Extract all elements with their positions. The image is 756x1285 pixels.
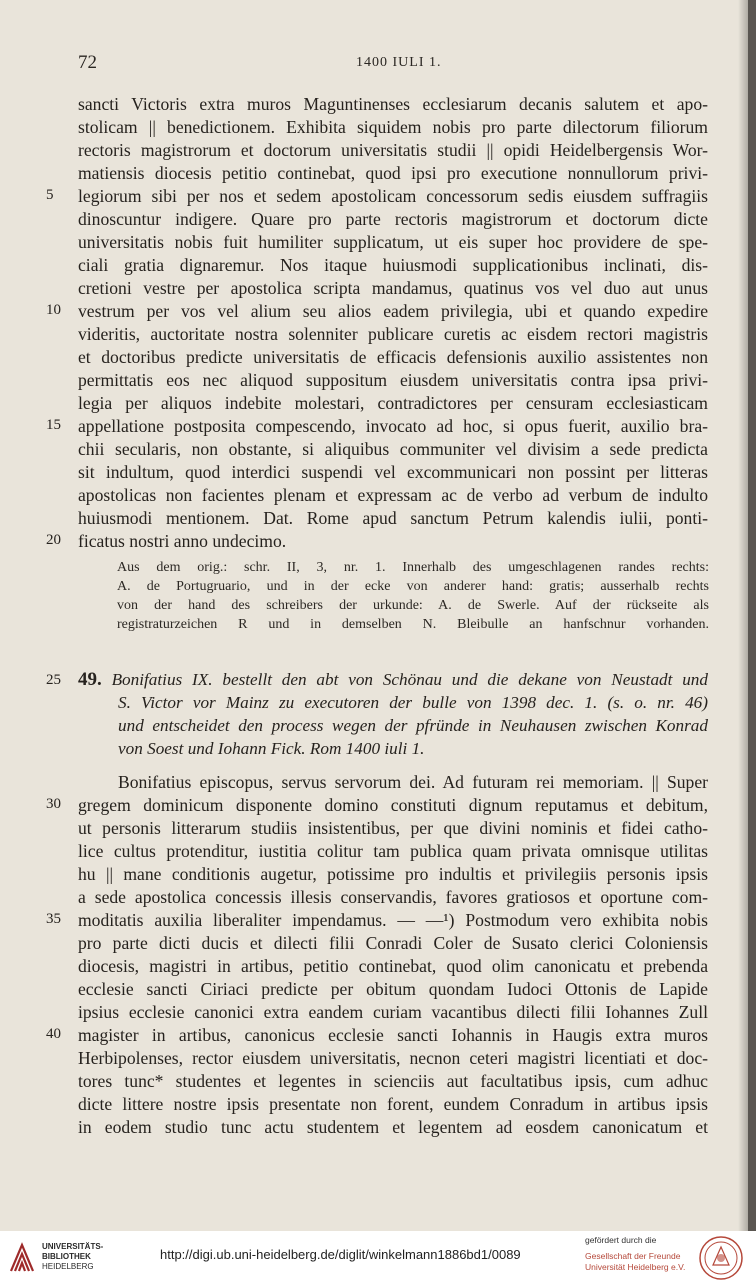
digitization-footer [0,1231,756,1285]
text-line: vestrum per vos vel alium seu alios eadem privilegia, ubi et quando expedire [78,301,708,321]
sponsor-name-line: Universität Heidelberg e.V. [585,1262,686,1272]
text-line: ficatus nostri anno undecimo. [78,531,287,551]
line-number: 5 [46,187,54,203]
text-line: matiensis diocesis petitio continebat, quod ipsi pro executione nonnullorum privi- [78,163,708,183]
text-line: ipsius ecclesie canonici extra eandem curiam vacantibus dilecti filii Iohannes Zull [78,1002,708,1022]
archival-note-line: registraturzeichen R und in demselben N. Bleibulle an hanfschnur vorhanden. [117,617,709,632]
text-line: huiusmodi mentionem. Dat. Rome apud sanctum Petrum kalendis iulii, ponti- [78,508,708,528]
text-line: chii secularis, non obstante, si aliquibus communiter vel divisim a sede predicta [78,439,708,459]
text-line: Bonifatius episcopus, servus servorum dei. Ad futuram rei memoriam. || Super [118,772,708,792]
library-name-line: HEIDELBERG [42,1262,94,1271]
text-line: stolicam || benedictionem. Exhibita siquidem nobis pro parte dilectorum filiorum [78,117,708,137]
text-line: dicte littere nostre ipsis presentate non forent, eundem Conradum in artibus ipsis [78,1094,708,1114]
archival-note-line: A. de Portugruario, und in der ecke von anderer hand: gratis; ausserhalb rechts [117,579,709,594]
text-line: pro parte dicti ducis et dilecti filii Conradi Coler de Susato clerici Coloniensis [78,933,708,953]
text-line: sit indultum, quod interdici suspendi vel excommunicari non possint per litteras [78,462,708,482]
text-line: universitatis nobis fuit humiliter supplicatum, ut eis super hoc providere de spe- [78,232,708,252]
library-name-line: BIBLIOTHEK [42,1252,91,1261]
library-name-line: UNIVERSITÄTS- [42,1242,104,1251]
text-line: cretioni vestre per apostolica scripta mandamus, quatinus vos vel duo aut unus [78,278,708,298]
line-number: 35 [46,911,61,927]
document-number: 49. [78,669,102,690]
regest-heading-text: Bonifatius IX. bestellt den abt von Schönau und die dekane von Neustadt und [111,670,708,689]
page-number: 72 [78,52,97,73]
text-line: sancti Victoris extra muros Maguntinenses ecclesiarum decanis salutem et apo- [78,94,708,114]
text-line: apostolicas non facientes plenam et expressam ac de verbo ad verbum de indulto [78,485,708,505]
sponsor-name-line: Gesellschaft der Freunde [585,1251,681,1261]
text-line: in eodem studio tunc actu studentem et legentem ad eosdem canonicatum et [78,1117,708,1137]
text-line: a sede apostolica concessis illesis conservandis, favores gratiosos et oportune com- [78,887,708,907]
text-line: ciali gratia dignaremur. Nos itaque huiusmodi supplicationibus inclinati, dis- [78,255,708,275]
regest-heading-line: S. Victor vor Mainz zu executoren der bulle von 1398 dec. 1. (s. o. nr. 46) [118,693,708,712]
line-number: 30 [46,796,61,812]
archival-note-line: von der hand des schreibers der urkunde: A. de Swerle. Auf der rückseite als [117,598,709,613]
text-line: lice cultus protenditur, iustitia colitur tam publica quam privata omnisque utilitas [78,841,708,861]
library-name [42,1242,103,1272]
text-line: tores tunc* studentes et legentes in scienciis aut facultatibus ipsis, cum adhuc [78,1071,708,1091]
line-number: 20 [46,532,61,548]
text-line: magister in artibus, canonicus ecclesie sancti Iohannis in Haugis extra muros [78,1025,708,1045]
line-number: 25 [46,672,61,688]
text-line: gregem dominicum disponente domino constituti dignum reputamus et debitum, [78,795,708,815]
text-line: moditatis auxilia liberaliter impendamus. — —¹) Postmodum vero exhibita nobis [78,910,708,930]
text-line: dinoscuntur indigere. Quare pro parte rectoris magistrorum et doctorum dicte [78,209,708,229]
text-line: appellatione postposita compescendo, invocato ad hoc, si opus fuerit, auxilio bra- [78,416,708,436]
running-header [78,52,708,74]
line-number: 10 [46,302,61,318]
text-line: ecclesie sancti Ciriaci predicte per obitum quondam Iudoci Ottonis de Lapide [78,979,708,999]
line-number: 15 [46,417,61,433]
university-seal-icon [698,1235,744,1281]
text-line: ut personis litterarum studiis insistentibus, per que divini nominis et fidei catho- [78,818,708,838]
text-line: rectoris magistrorum et doctorum universitatis studii || opidi Heidelbergensis Wor- [78,140,708,160]
university-library-logo-icon [8,1241,36,1275]
text-line: legiorum sibi per nos et sedem apostolicam concessorum sedis eiusdem suffragiis [78,186,708,206]
regest-heading-line [78,669,708,691]
sponsor-label: gefördert durch die [585,1235,657,1245]
text-line: hu || mane conditionis augetur, potissime pro indultis et privilegiis personis ipsis [78,864,708,884]
running-title: 1400 IULI 1. [356,55,442,70]
text-line: videritis, auctoritate nostra solenniter publicare curetis ac eisdem rectori magistris [78,324,708,344]
text-line: legia per aliquos indebite molestari, contradictores per censuram ecclesiasticam [78,393,708,413]
text-line: diocesis, magistri in artibus, petitio continebat, quod olim canonicatu et prebenda [78,956,708,976]
page-edge-shadow [738,0,748,1231]
regest-heading-line: von Soest und Iohann Fick. Rom 1400 iuli 1. [118,739,425,758]
text-line: et doctoribus predicte universitatis de efficacis defensionis auxilio assistentes non [78,347,708,367]
line-number: 40 [46,1026,61,1042]
archival-note-line: Aus dem orig.: schr. II, 3, nr. 1. Innerhalb des umgeschlagenen randes rechts: [117,560,709,575]
regest-heading-line: und entscheidet den process wegen der pfründe in Neuhausen zwischen Konrad [118,716,708,735]
permalink-url[interactable]: http://digi.ub.uni-heidelberg.de/diglit/winkelmann1886bd1/0089 [160,1247,521,1262]
text-line: Herbipolenses, rector eiusdem universitatis, necnon ceteri magistri licentiati et doc- [78,1048,708,1068]
sponsor-block [585,1235,685,1273]
text-line: permittatis eos nec aliquod suppositum eiusdem universitatis contra ipsa privi- [78,370,708,390]
